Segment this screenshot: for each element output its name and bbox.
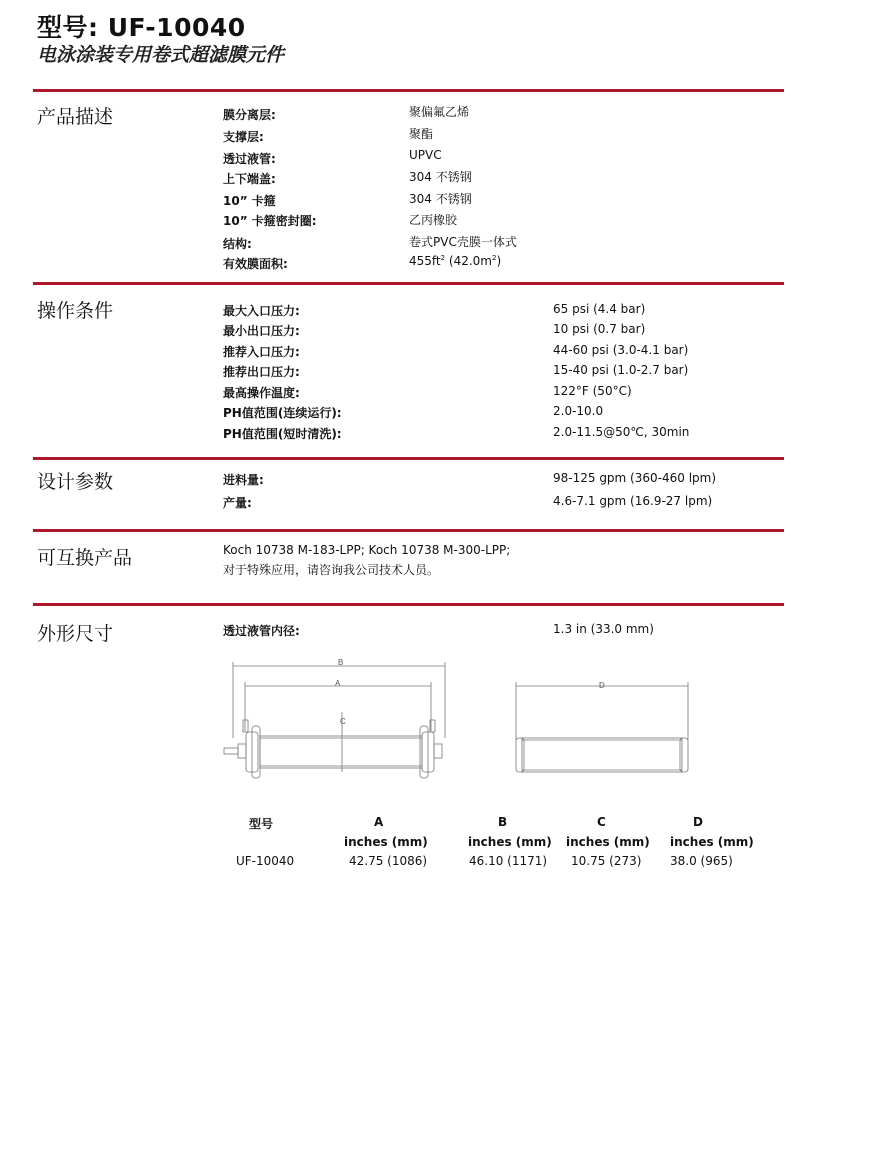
dim-label-c: C — [340, 717, 346, 726]
spec-value: 15-40 psi (1.0-2.7 bar) — [553, 363, 689, 377]
table-unit-a: inches (mm) — [344, 835, 428, 849]
end-left — [516, 738, 524, 772]
membrane-area-value: $455ft^2$ $(42.0m^2)$ — [409, 254, 502, 268]
spec-label: 10” 卡箍 — [223, 194, 276, 208]
spec-label: 进料量: — [223, 473, 264, 487]
membrane-body — [260, 736, 422, 768]
spec-value: 2.0-10.0 — [553, 404, 604, 418]
table-header-b: B — [498, 815, 508, 829]
section-divider — [33, 89, 784, 92]
spec-label: 推荐入口压力: — [223, 345, 300, 359]
spec-label: 透过液管: — [223, 152, 276, 166]
table-header-model: 型号 — [249, 817, 274, 831]
spec-value: 304 不锈钢 — [409, 192, 472, 206]
interchange-note: 对于特殊应用，请咨询我公司技术人员。 — [223, 563, 440, 577]
section-title-interchange: 可互换产品 — [37, 547, 133, 569]
section-divider — [33, 603, 784, 606]
spec-value: 聚酯 — [409, 127, 434, 141]
spec-value: 2.0-11.5@50℃, 30min — [553, 425, 690, 439]
table-unit-c: inches (mm) — [566, 835, 650, 849]
spec-label: 有效膜面积: — [223, 257, 288, 271]
spec-value: 65 psi (4.4 bar) — [553, 302, 646, 316]
spec-value: 98-125 gpm (360-460 lpm) — [553, 471, 717, 485]
spec-label: 最小出口压力: — [223, 324, 300, 338]
table-cell-b: 46.10 (1171) — [469, 854, 548, 868]
spec-label: 推荐出口压力: — [223, 365, 300, 379]
product-subtitle: 电泳涂装专用卷式超滤膜元件 — [37, 44, 285, 66]
spec-label: 最大入口压力: — [223, 304, 300, 318]
table-cell-d: 38.0 (965) — [670, 854, 733, 868]
table-unit-d: inches (mm) — [670, 835, 754, 849]
spec-label: 结构: — [223, 237, 252, 251]
spec-value: 1.3 in (33.0 mm) — [553, 622, 654, 636]
fitting-left — [243, 720, 248, 732]
end-right — [680, 738, 688, 772]
spec-value: 122°F (50°C) — [553, 384, 632, 398]
spec-label: 透过液管内径: — [223, 624, 300, 638]
dim-label-b: B — [338, 658, 344, 667]
table-header-c: C — [597, 815, 606, 829]
dim-label-d: D — [599, 681, 605, 690]
section-divider — [33, 529, 784, 532]
spec-value: 4.6-7.1 gpm (16.9-27 lpm) — [553, 494, 713, 508]
spec-label: PH值范围(连续运行): — [223, 406, 342, 420]
spec-value: 304 不锈钢 — [409, 170, 472, 184]
spec-label: 最高操作温度: — [223, 386, 300, 400]
section-title-product: 产品描述 — [37, 106, 114, 128]
spec-label: 10” 卡箍密封圈: — [223, 214, 317, 228]
element-side-view-drawing — [216, 656, 452, 780]
membrane-body-top — [522, 738, 682, 772]
spec-label: PH值范围(短时清洗): — [223, 427, 342, 441]
permeate-tube — [224, 748, 238, 754]
clamp-left — [252, 726, 260, 778]
table-header-a: A — [374, 815, 384, 829]
section-title-operating: 操作条件 — [37, 300, 114, 322]
spec-value: UPVC — [409, 148, 442, 162]
spec-value: 乙丙橡胶 — [409, 213, 458, 227]
spec-value: 卷式PVC壳膜一体式 — [409, 235, 517, 249]
interchange-models: Koch 10738 M-183-LPP; Koch 10738 M-300-LPP; — [223, 543, 511, 557]
spec-value: 10 psi (0.7 bar) — [553, 322, 646, 336]
table-cell-a: 42.75 (1086) — [349, 854, 428, 868]
section-divider — [33, 282, 784, 285]
model-title: 型号: UF-10040 — [37, 13, 246, 42]
section-title-design: 设计参数 — [37, 471, 114, 493]
table-unit-b: inches (mm) — [468, 835, 552, 849]
dim-label-a: A — [335, 679, 341, 688]
table-header-d: D — [693, 815, 703, 829]
spec-label: 膜分离层: — [223, 108, 276, 122]
spec-label: 产量: — [223, 496, 252, 510]
clamp-right — [420, 726, 428, 778]
spec-value: 聚偏氟乙烯 — [409, 105, 470, 119]
section-divider — [33, 457, 784, 460]
spec-label: 上下端盖: — [223, 172, 276, 186]
element-front-view-drawing — [510, 678, 696, 778]
permeate-port-right — [434, 744, 442, 758]
table-cell-c: 10.75 (273) — [571, 854, 642, 868]
table-cell-model: UF-10040 — [236, 854, 295, 868]
spec-label: 支撑层: — [223, 130, 264, 144]
spec-value: 44-60 psi (3.0-4.1 bar) — [553, 343, 689, 357]
permeate-port-left — [238, 744, 246, 758]
section-title-dimensions: 外形尺寸 — [37, 623, 114, 645]
